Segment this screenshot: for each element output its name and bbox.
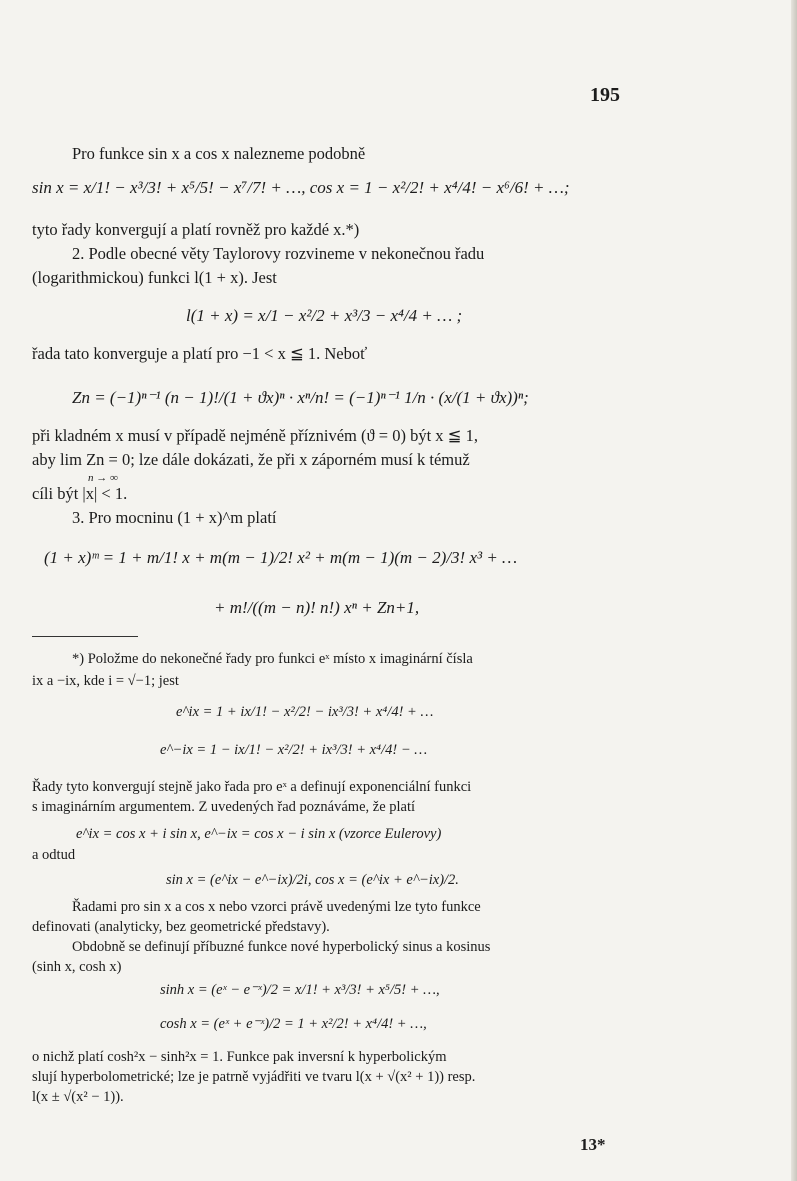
footnote-line-1: *) Položme do nekonečné řady pro funkci eˣ místo x imaginární čísla <box>72 651 473 667</box>
footnote-equation-1: e^ix = 1 + ix/1! − x²/2! − ix³/3! + x⁴/4! + … <box>176 704 434 720</box>
footnote-line-11: slují hyperbolometrické; lze je patrně vyjádřiti ve tvaru l(x + √(x² + 1)) resp. <box>32 1069 476 1085</box>
footnote-equation-4: sin x = (e^ix − e^−ix)/2i, cos x = (e^ix + e^−ix)/2. <box>166 872 459 888</box>
footnote-equation-3: e^ix = cos x + i sin x, e^−ix = cos x − i sin x (vzorce Eulerovy) <box>76 826 442 842</box>
footnote-equation-5: sinh x = (eˣ − e⁻ˣ)/2 = x/1! + x³/3! + x⁵/5! + …, <box>160 982 440 998</box>
text-line-8: cíli být |x| < 1. <box>32 484 128 503</box>
text-line-5: řada tato konverguje a platí pro −1 < x ≦ 1. Neboť <box>32 344 368 363</box>
footnote-equation-2: e^−ix = 1 − ix/1! − x²/2! + ix³/3! + x⁴/4! − … <box>160 742 428 758</box>
page-number: 195 <box>590 84 620 106</box>
footnote-line-12: l(x ± √(x² − 1)). <box>32 1089 124 1105</box>
footnote-line-7: definovati (analyticky, bez geometrické představy). <box>32 919 330 935</box>
equation-log-series: l(1 + x) = x/1 − x²/2 + x³/3 − x⁴/4 + … ; <box>186 306 463 325</box>
footnote-line-9: (sinh x, cosh x) <box>32 959 122 975</box>
footnote-line-10: o nichž platí cosh²x − sinh²x = 1. Funkce pak inversní k hyperbolickým <box>32 1049 447 1065</box>
text-line-7: aby lim Zn = 0; lze dále dokázati, že při x záporném musí k témuž <box>32 450 470 469</box>
text-line-3: 2. Podle obecné věty Taylorovy rozvineme v nekonečnou řadu <box>72 244 485 263</box>
equation-sin-cos-series: sin x = x/1! − x³/3! + x⁵/5! − x⁷/7! + …, cos x = 1 − x²/2! + x⁴/4! − x⁶/6! + …; <box>32 178 570 197</box>
footnote-line-5: a odtud <box>32 847 76 863</box>
footnote-equation-6: cosh x = (eˣ + e⁻ˣ)/2 = 1 + x²/2! + x⁴/4! + …, <box>160 1016 427 1032</box>
signature-mark: 13* <box>580 1135 606 1154</box>
equation-binomial-tail: + m!/((m − n)! n!) xⁿ + Zn+1, <box>214 598 420 617</box>
page-edge <box>791 0 797 1181</box>
limit-subscript: n → ∞ <box>88 472 118 484</box>
footnote-line-4: s imaginárním argumentem. Z uvedených řad poznáváme, že platí <box>32 799 416 815</box>
footnote-line-3: Řady tyto konvergují stejně jako řada pro eˣ a definují exponenciální funkci <box>32 779 472 795</box>
text-line-4: (logarithmickou) funkci l(1 + x). Jest <box>32 268 277 287</box>
equation-binomial: (1 + x)ᵐ = 1 + m/1! x + m(m − 1)/2! x² + m(m − 1)(m − 2)/3! x³ + … <box>44 548 518 567</box>
equation-remainder: Zn = (−1)ⁿ⁻¹ (n − 1)!/(1 + ϑx)ⁿ · xⁿ/n! = (−1)ⁿ⁻¹ 1/n · (x/(1 + ϑx))ⁿ; <box>72 388 529 407</box>
footnote-line-2: ix a −ix, kde i = √−1; jest <box>32 673 179 689</box>
footnote-line-6: Řadami pro sin x a cos x nebo vzorci právě uvedenými lze tyto funkce <box>72 899 481 915</box>
footnote-rule <box>32 636 138 637</box>
text-line-6: při kladném x musí v případě nejméně příznivém (ϑ = 0) být x ≦ 1, <box>32 426 478 445</box>
text-line-1: Pro funkce sin x a cos x nalezneme podobně <box>72 144 366 163</box>
footnote-line-8: Obdobně se definují příbuzné funkce nové hyperbolický sinus a kosinus <box>72 939 491 955</box>
text-line-2: tyto řady konvergují a platí rovněž pro každé x.*) <box>32 220 360 239</box>
text-line-9: 3. Pro mocninu (1 + x)^m platí <box>72 508 277 527</box>
